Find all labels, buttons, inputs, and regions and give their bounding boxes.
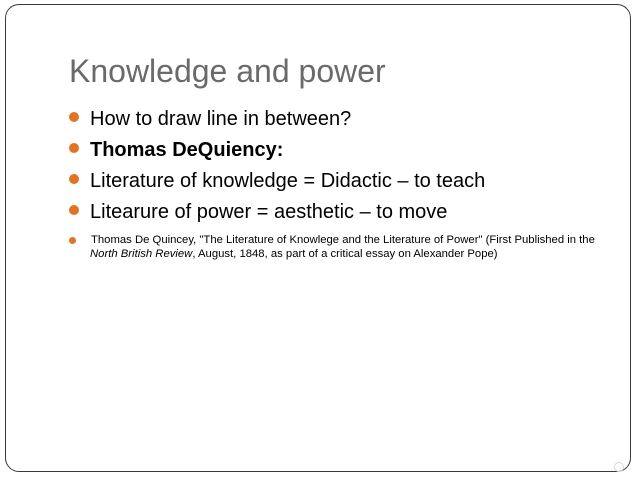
citation-prefix: Thomas De Quincey, "The Literature of Knowlege and the Literature of Power" (First Published in the bbox=[91, 234, 595, 246]
bullet-text: Litearure of power = aesthetic – to move bbox=[90, 201, 448, 223]
bullet-item bbox=[69, 199, 609, 230]
bullet-dot-icon bbox=[69, 143, 79, 153]
bullet-list bbox=[69, 106, 609, 261]
bullet-item bbox=[69, 137, 609, 168]
bullet-text: Thomas DeQuiency: bbox=[90, 139, 284, 161]
citation-suffix: , August, 1848, as part of a critical essay on Alexander Pope) bbox=[192, 248, 498, 260]
citation-text bbox=[90, 234, 595, 260]
citation-journal: North British Review bbox=[90, 248, 193, 260]
bullet-item bbox=[69, 168, 609, 199]
bullet-dot-icon bbox=[69, 237, 76, 244]
citation-item bbox=[69, 233, 609, 261]
bullet-dot-icon bbox=[69, 205, 79, 215]
bullet-dot-icon bbox=[69, 174, 79, 184]
slide-title: Knowledge and power bbox=[69, 53, 386, 89]
bullet-text: How to draw line in between? bbox=[90, 108, 352, 130]
bullet-item bbox=[69, 106, 609, 137]
slide-corner-mark bbox=[614, 462, 624, 472]
bullet-text: Literature of knowledge = Didactic – to teach bbox=[90, 170, 486, 192]
bullet-dot-icon bbox=[69, 112, 79, 122]
